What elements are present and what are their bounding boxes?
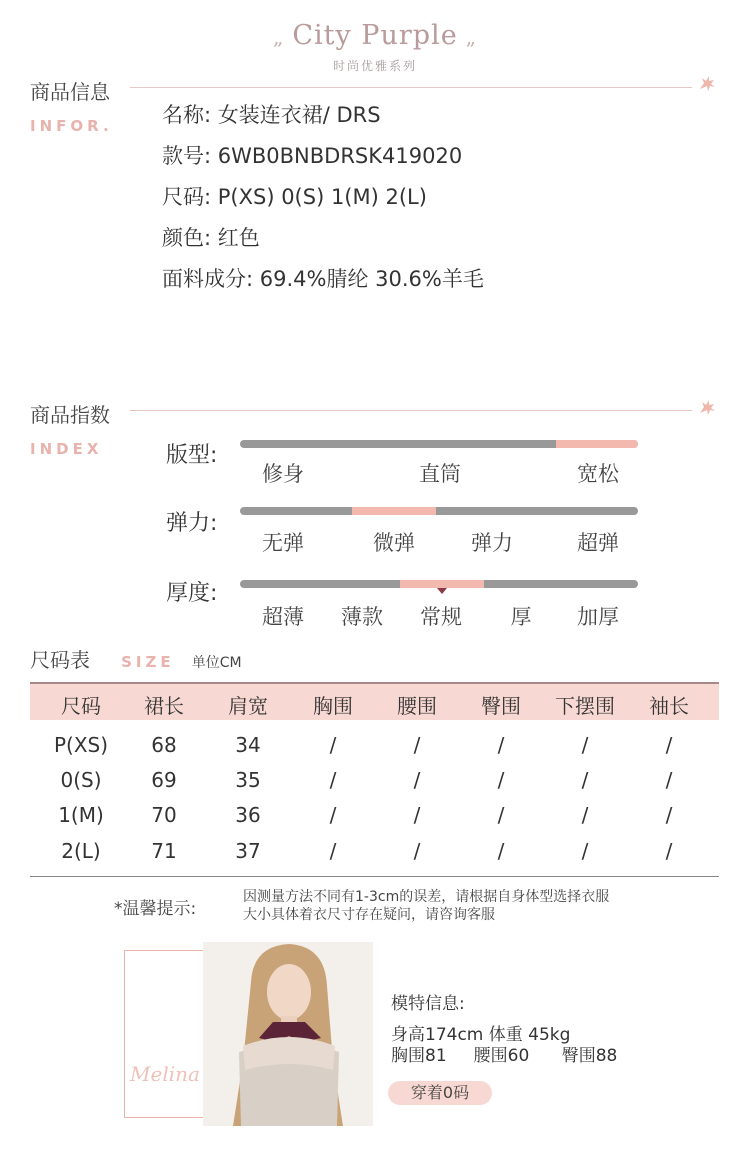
table-cell: / [413, 733, 421, 757]
table-cell: 2(L) [61, 839, 101, 863]
column-header: 尺码 [61, 694, 101, 718]
table-cell: / [497, 733, 505, 757]
tip-label: *温馨提示: [114, 899, 197, 919]
brand-title-text: City Purple [292, 20, 458, 51]
index-divider [130, 410, 692, 411]
size-table-bottom-rule [30, 876, 719, 877]
table-cell: / [665, 768, 673, 792]
stretch-selected-segment [352, 507, 436, 515]
table-cell: / [665, 839, 673, 863]
tip-text [243, 888, 609, 924]
tip-line-2: 大小具体着衣尺寸存在疑问，请咨询客服 [243, 907, 495, 923]
table-cell: 34 [235, 733, 261, 757]
stretch-index-bar [240, 507, 638, 515]
table-cell: 35 [235, 768, 261, 792]
table-cell: / [329, 803, 337, 827]
product-style-number: 款号: 6WB0BNBDRSK419020 [162, 144, 463, 168]
brand-header [0, 20, 750, 74]
thickness-option-regular: 常规 [420, 605, 462, 629]
table-cell: P(XS) [53, 733, 109, 757]
table-cell: / [581, 733, 589, 757]
table-cell: 1(M) [58, 803, 104, 827]
table-cell: / [581, 768, 589, 792]
thickness-selected-segment [400, 580, 484, 588]
model-photo-illustration [203, 942, 373, 1126]
brand-title [0, 20, 750, 51]
index-heading-en: INDEX [30, 440, 103, 458]
info-divider [130, 87, 692, 88]
table-cell: / [581, 803, 589, 827]
fit-option-loose: 宽松 [577, 462, 619, 486]
thickness-option-ultrathin: 超薄 [262, 605, 304, 629]
stretch-option-none: 无弹 [262, 531, 304, 555]
pegasus-icon [697, 72, 719, 94]
column-header: 下摆围 [555, 694, 615, 718]
thickness-option-thick: 厚 [510, 605, 532, 629]
tip-line-1: 因测量方法不同有1-3cm的误差，请根据自身体型选择衣服 [243, 889, 610, 905]
brand-subtitle: 时尚优雅系列 [332, 59, 417, 73]
table-cell: / [413, 803, 421, 827]
column-header: 袖长 [649, 694, 689, 718]
table-cell: 37 [235, 839, 261, 863]
table-cell: 36 [235, 803, 261, 827]
column-header: 肩宽 [228, 694, 268, 718]
size-heading-cn: 尺码表 [30, 648, 90, 672]
model-info-height-weight: 身高174cm 体重 45kg [391, 1025, 571, 1045]
table-cell: 71 [151, 839, 177, 863]
fit-index-label: 版型: [166, 443, 218, 468]
quote-close-mark: „ [465, 25, 478, 49]
index-section-heading [30, 399, 110, 458]
model-photo [203, 942, 373, 1126]
product-fabric: 面料成分: 69.4%腈纶 30.6%羊毛 [162, 267, 484, 291]
info-heading-en: INFOR. [30, 117, 113, 135]
column-header: 腰围 [397, 694, 437, 718]
size-section-heading [30, 644, 242, 673]
table-cell: / [329, 839, 337, 863]
thickness-index-bar [240, 580, 638, 588]
table-cell: 70 [151, 803, 177, 827]
table-cell: / [413, 768, 421, 792]
table-cell: 68 [151, 733, 177, 757]
model-wearing-badge: 穿着0码 [388, 1081, 492, 1105]
product-color: 颜色: 红色 [162, 226, 260, 250]
stretch-option-slight: 微弹 [373, 531, 415, 555]
quote-open-mark: „ [272, 25, 285, 49]
stretch-option-stretch: 弹力 [471, 531, 513, 555]
fit-selected-segment [556, 440, 638, 448]
table-cell: / [665, 733, 673, 757]
product-name: 名称: 女装连衣裙/ DRS [162, 103, 381, 127]
thickness-option-extrathick: 加厚 [577, 605, 619, 629]
fit-option-slim: 修身 [262, 462, 304, 486]
info-heading-cn: 商品信息 [30, 80, 110, 104]
fit-index-bar [240, 440, 638, 448]
table-cell: / [581, 839, 589, 863]
table-cell: / [665, 803, 673, 827]
table-cell: / [497, 768, 505, 792]
product-info-list [162, 95, 484, 300]
stretch-option-super: 超弹 [577, 531, 619, 555]
table-cell: / [497, 803, 505, 827]
product-sizes: 尺码: P(XS) 0(S) 1(M) 2(L) [162, 185, 427, 209]
table-cell: / [329, 733, 337, 757]
pegasus-icon [697, 396, 719, 418]
thickness-marker-icon [437, 588, 447, 594]
model-info-measurements: 胸围81 腰围60 臀围88 [391, 1046, 618, 1066]
model-info-heading: 模特信息: [391, 994, 465, 1014]
column-header: 臀围 [481, 694, 521, 718]
size-heading-en: SIZE [121, 653, 175, 671]
table-cell: / [329, 768, 337, 792]
column-header: 裙长 [144, 694, 184, 718]
table-cell: 0(S) [60, 768, 102, 792]
thickness-option-thin: 薄款 [341, 605, 383, 629]
thickness-index-label: 厚度: [166, 581, 218, 606]
table-cell: / [497, 839, 505, 863]
table-cell: / [413, 839, 421, 863]
model-signature: Melina [130, 1062, 200, 1086]
table-cell: 69 [151, 768, 177, 792]
info-section-heading [30, 76, 113, 135]
size-unit: 单位CM [191, 655, 242, 671]
fit-option-straight: 直筒 [419, 462, 461, 486]
column-header: 胸围 [313, 694, 353, 718]
index-heading-cn: 商品指数 [30, 403, 110, 427]
stretch-index-label: 弹力: [166, 511, 218, 536]
